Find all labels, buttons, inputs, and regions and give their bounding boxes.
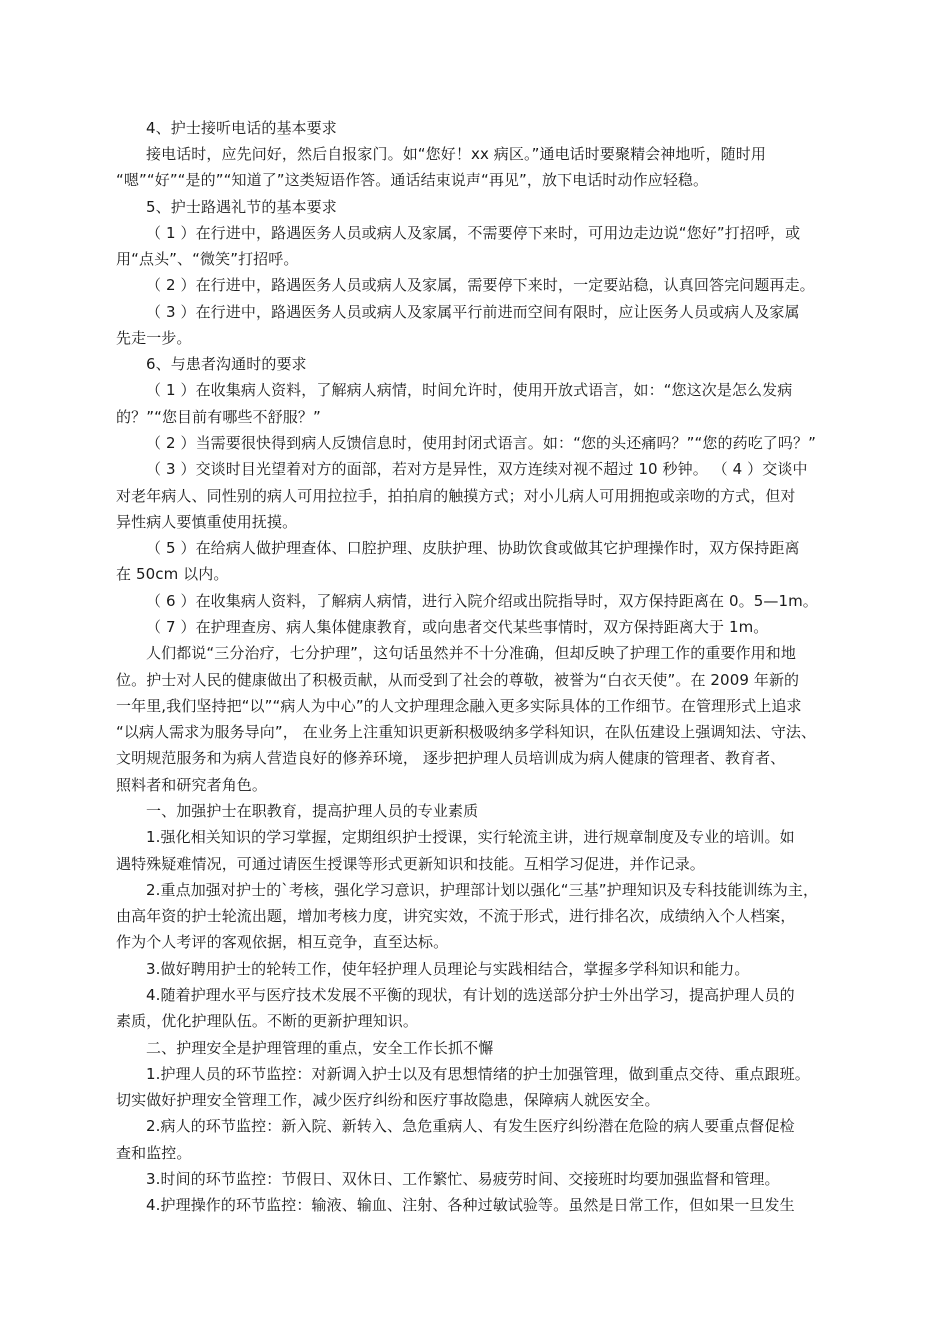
text-line: （ 6 ）在收集病人资料，了解病人病情，进行入院介绍或出院指导时，双方保持距离在 0。5—1m。 [146,592,818,610]
text-line: “以病人需求为服务导向”， 在业务上注重知识更新积极吸纳多学科知识，在队伍建设上强调知法、守法、 [116,723,817,741]
text-line: 查和监控。 [116,1144,192,1162]
text-line: 的？”“您目前有哪些不舒服？” [116,408,321,426]
text-line: “嗯”“好”“是的”“知道了”这类短语作答。通话结束说声“再见”，放下电话时动作应轻稳。 [116,171,709,189]
text-line: 4.随着护理水平与医疗技术发展不平衡的现状，有计划的选送部分护士外出学习，提高护理人员的 [146,986,795,1004]
text-line: 对老年病人、同性别的病人可用拉拉手，拍拍肩的触摸方式；对小儿病人可用拥抱或亲吻的方式，但对 [116,487,796,505]
text-line: （ 1 ）在收集病人资料，了解病人病情，时间允许时，使用开放式语言，如：“您这次是怎么发病 [146,381,793,399]
text-line: 遇特殊疑难情况，可通过请医生授课等形式更新知识和技能。互相学习促进，并作记录。 [116,855,705,873]
text-line: （ 2 ）当需要很快得到病人反馈信息时，使用封闭式语言。如：“您的头还痛吗？”“您的药吃了吗？” [146,434,816,452]
text-line: （ 1 ）在行进中，路遇医务人员或病人及家属，不需要停下来时，可用边走边说“您好”打招呼，或 [146,224,801,242]
heading-6-communication: 6、与患者沟通时的要求 [146,355,307,373]
text-line: （ 7 ）在护理查房、病人集体健康教育，或向患者交代某些事情时，双方保持距离大于 1m。 [146,618,769,636]
text-line: 接电话时，应先问好，然后自报家门。如“您好！xx 病区。”通电话时要聚精会神地听，随时用 [146,145,766,163]
text-line: （ 5 ）在给病人做护理查体、口腔护理、皮肤护理、协助饮食或做其它护理操作时，双方保持距离 [146,539,800,557]
text-line: 1.强化相关知识的学习掌握，定期组织护士授课，实行轮流主讲，进行规章制度及专业的培训。如 [146,828,795,846]
text-line: 切实做好护理安全管理工作，减少医疗纠纷和医疗事故隐患，保障病人就医安全。 [116,1091,660,1109]
text-line: 4.护理操作的环节监控：输液、输血、注射、各种过敏试验等。虽然是日常工作，但如果一旦发生 [146,1196,795,1214]
text-line: 一年里,我们坚持把“以”“病人为中心”的人文护理理念融入更多实际具体的工作细节。在管理形式上追求 [116,697,802,715]
text-line: 文明规范服务和为病人营造良好的修养环境， 逐步把护理人员培训成为病人健康的管理者、教育者、 [116,749,786,767]
text-line: 作为个人考评的客观依据，相互竞争，直至达标。 [116,933,449,951]
text-line: 由高年资的护士轮流出题，增加考核力度，讲究实效，不流于形式，进行排名次，成绩纳入个人档案， [116,907,796,925]
text-line: （ 2 ）在行进中，路遇医务人员或病人及家属，需要停下来时，一定要站稳，认真回答完问题再走。 [146,276,815,294]
text-line: （ 3 ）交谈时目光望着对方的面部，若对方是异性，双方连续对视不超过 10 秒钟。 （ 4 ）交谈中 [146,460,808,478]
text-line: （ 3 ）在行进中，路遇医务人员或病人及家属平行前进而空间有限时，应让医务人员或病人及家属 [146,303,800,321]
text-line: 异性病人要慎重使用抚摸。 [116,513,298,531]
text-line: 先走一步。 [116,329,192,347]
text-line: 在 50cm 以内。 [116,565,229,583]
heading-4-phone-requirements: 4、护士接听电话的基本要求 [146,119,337,137]
text-line: 照料者和研究者角色。 [116,776,268,794]
text-line: 素质，优化护理队伍。不断的更新护理知识。 [116,1012,419,1030]
text-line: 3.做好聘用护士的轮转工作，使年轻护理人员理论与实践相结合，掌握多学科知识和能力。 [146,960,750,978]
text-line: 3.时间的环节监控：节假日、双休日、工作繁忙、易疲劳时间、交接班时均要加强监督和管理。 [146,1170,780,1188]
text-line: 人们都说“三分治疗，七分护理”，这句话虽然并不十分准确，但却反映了护理工作的重要作用和地 [146,644,796,662]
section-heading-1-education: 一、加强护士在职教育，提高护理人员的专业素质 [146,802,479,820]
text-line: 用“点头”、“微笑”打招呼。 [116,250,299,268]
heading-5-greeting-etiquette: 5、护士路遇礼节的基本要求 [146,198,337,216]
text-line: 2.病人的环节监控：新入院、新转入、急危重病人、有发生医疗纠纷潜在危险的病人要重点督促检 [146,1117,795,1135]
section-heading-2-safety: 二、护理安全是护理管理的重点，安全工作长抓不懈 [146,1039,494,1057]
text-line: 位。护士对人民的健康做出了积极贡献，从而受到了社会的尊敬，被誉为“白衣天使”。在 2009 年新的 [116,671,800,689]
text-line: 1.护理人员的环节监控：对新调入护士以及有思想情绪的护士加强管理，做到重点交待、重点跟班。 [146,1065,810,1083]
text-line: 2.重点加强对护士的`考核，强化学习意识，护理部计划以强化“三基”护理知识及专科技能训练为主， [146,881,819,899]
